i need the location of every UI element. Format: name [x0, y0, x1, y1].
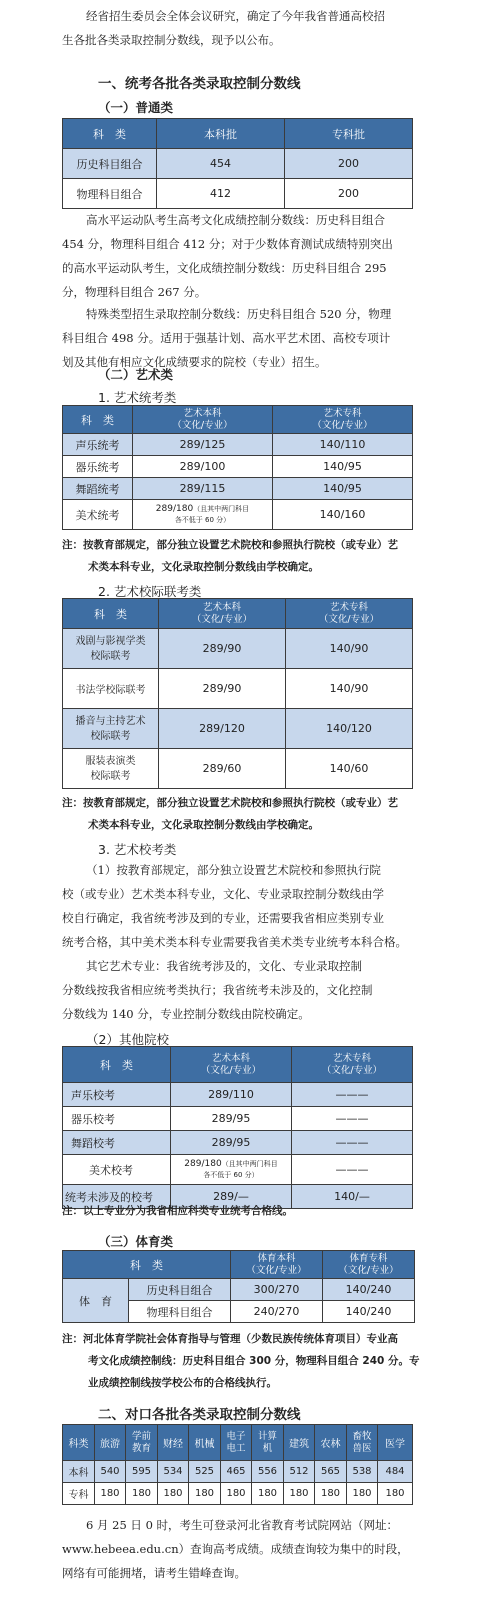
art-joint-title: 2. 艺术校际联考类 [98, 584, 202, 599]
table-cell: 140/120 [286, 709, 413, 749]
art-unified-note: 注：按教育部规定，部分独立设置艺术院校和参照执行院校（或专业）艺 术类本科专业，文化录取控制分数线由学校确定。 [62, 539, 398, 573]
athlete-paragraph [62, 208, 422, 304]
table-header-row [63, 1047, 413, 1083]
header-cell: 科类 [63, 1425, 95, 1461]
general-score-table [62, 118, 413, 209]
other-schools-table [62, 1046, 413, 1209]
table-cell: 书法学校际联考 [63, 669, 159, 709]
art-unified-table [62, 405, 413, 530]
header-cell: 艺术本科 （文化/专业） [133, 406, 273, 434]
para-line: 网络有可能拥堵，请考生错峰查询。 [62, 1566, 246, 1580]
table-cell: 戏剧与影视学类 校际联考 [63, 629, 159, 669]
table-cell: 器乐统考 [63, 456, 133, 478]
table-cell: 412 [157, 179, 285, 209]
table-cell: 289/95 [171, 1107, 292, 1131]
header-cell: 艺术本科 （文化/专业） [159, 599, 286, 629]
table-cell: 556 [252, 1461, 284, 1483]
para-line: www.hebeea.edu.cn）查询高考成绩。成绩查询较为集中的时段， [62, 1542, 409, 1556]
header-cell: 电子 电工 [221, 1425, 252, 1461]
table-cell: 140/240 [323, 1279, 415, 1301]
table-row [63, 629, 413, 669]
table-row [63, 709, 413, 749]
para-line: （1）按教育部规定，部分独立设置艺术院校和参照执行院 [86, 863, 381, 877]
header-cell: 艺术专科 （文化/专业） [292, 1047, 413, 1083]
table-cell: 140/90 [286, 629, 413, 669]
header-cell: 艺术本科 （文化/专业） [171, 1047, 292, 1083]
table-row [63, 669, 413, 709]
header-cell: 科 类 [63, 1251, 231, 1279]
table-header-row [63, 599, 413, 629]
table-cell: 200 [285, 149, 413, 179]
table-cell: 289/180（且其中两门科目 各不低于 60 分） [171, 1155, 292, 1185]
intro-line: 经省招生委员会全体会议研究，确定了今年我省普通高校招 [86, 9, 385, 23]
table-cell: 484 [378, 1461, 413, 1483]
para-line: 454 分，物理科目组合 412 分；对于少数体育测试成绩特别突出 [62, 237, 393, 251]
table-row [63, 179, 413, 209]
header-cell: 科 类 [63, 406, 133, 434]
table-cell: 140/95 [273, 456, 413, 478]
header-cell: 艺术专科 （文化/专业） [273, 406, 413, 434]
header-cell: 财经 [158, 1425, 189, 1461]
table-cell: 289/60 [159, 749, 286, 789]
table-row [63, 1279, 415, 1301]
table-cell: 289/95 [171, 1131, 292, 1155]
table-cell: 180 [252, 1483, 284, 1505]
table-row [63, 1483, 413, 1505]
table-cell: 服装表演类 校际联考 [63, 749, 159, 789]
table-row [63, 1131, 413, 1155]
table-cell: 180 [378, 1483, 413, 1505]
table-cell: 525 [189, 1461, 221, 1483]
table-header-row [63, 406, 413, 434]
table-header-row [63, 1251, 415, 1279]
header-cell: 艺术专科 （文化/专业） [286, 599, 413, 629]
header-cell: 计算 机 [252, 1425, 284, 1461]
sports-note: 注：河北体育学院社会体育指导与管理（少数民族传统体育项目）专业高 考文化成绩控制线：历史科目组合 300 分，物理科目组合 240 分。专 业成绩控制线按学校公布的合格线执行。 [62, 1333, 420, 1389]
table-row [63, 749, 413, 789]
footer-paragraph [62, 1513, 422, 1585]
table-cell: 历史科目组合 [129, 1279, 231, 1301]
para-line: 高水平运动队考生高考文化成绩控制分数线：历史科目组合 [86, 213, 385, 227]
table-cell: 统考未涉及的校考 [63, 1185, 171, 1209]
table-cell: 140/160 [273, 500, 413, 530]
art-unified-title: 1. 艺术统考类 [98, 390, 177, 405]
table-row [63, 1083, 413, 1107]
table-cell: 180 [221, 1483, 252, 1505]
table-cell: 舞蹈校考 [63, 1131, 171, 1155]
table-cell: 289/120 [159, 709, 286, 749]
art-joint-note: 注：按教育部规定，部分独立设置艺术院校和参照执行院校（或专业）艺 术类本科专业，文化录取控制分数线由学校确定。 [62, 797, 398, 831]
table-row [63, 1155, 413, 1185]
header-cell: 机械 [189, 1425, 221, 1461]
special-type-paragraph [62, 302, 422, 374]
header-cell: 畜牧 兽医 [347, 1425, 378, 1461]
table-cell: 289/90 [159, 669, 286, 709]
header-cell: 体育专科 （文化/专业） [323, 1251, 415, 1279]
table-header-row [63, 119, 413, 149]
table-cell: ——— [292, 1107, 413, 1131]
table-cell: 534 [158, 1461, 189, 1483]
header-cell: 体育本科 （文化/专业） [231, 1251, 323, 1279]
section1-title: 一、统考各批各类录取控制分数线 [98, 76, 301, 92]
para-line: 分数线按我省相应统考类执行；我省统考未涉及的，文化控制 [62, 983, 373, 997]
table-cell: 289/100 [133, 456, 273, 478]
table-cell: 美术统考 [63, 500, 133, 530]
table-cell: 140/240 [323, 1301, 415, 1323]
table-cell: 播音与主持艺术 校际联考 [63, 709, 159, 749]
table-cell: 物理科目组合 [63, 179, 157, 209]
para-line: 其它艺术专业：我省统考涉及的，文化、专业录取控制 [86, 959, 362, 973]
header-cell: 专科批 [285, 119, 413, 149]
table-cell: 454 [157, 149, 285, 179]
table-cell: 声乐校考 [63, 1083, 171, 1107]
table-cell: 180 [126, 1483, 158, 1505]
table-cell: 180 [158, 1483, 189, 1505]
table-cell: 565 [315, 1461, 347, 1483]
header-cell: 农林 [315, 1425, 347, 1461]
header-cell: 旅游 [95, 1425, 126, 1461]
vocational-table [62, 1424, 413, 1505]
general-category-title: （一）普通类 [98, 100, 174, 115]
art-school-exam-title: 3. 艺术校考类 [98, 842, 177, 857]
table-cell: 舞蹈统考 [63, 478, 133, 500]
para-line: 6 月 25 日 0 时，考生可登录河北省教育考试院网站（网址： [86, 1518, 399, 1532]
table-cell: 538 [347, 1461, 378, 1483]
table-cell: 289/180（且其中两门科目 各不低于 60 分） [133, 500, 273, 530]
para-line: 划及其他有相应文化成绩要求的院校（专业）招生。 [62, 355, 327, 369]
table-row [63, 149, 413, 179]
table-cell: 专科 [63, 1483, 95, 1505]
header-cell: 科 类 [63, 599, 159, 629]
para-line: 统考合格，其中美术类本科专业需要我省美术类专业统考本科合格。 [62, 935, 407, 949]
table-cell: 465 [221, 1461, 252, 1483]
table-cell: ——— [292, 1131, 413, 1155]
table-cell: 595 [126, 1461, 158, 1483]
other-schools-title: （2）其他院校 [86, 1032, 169, 1047]
para-line: 的高水平运动队考生，文化成绩控制分数线：历史科目组合 295 [62, 261, 387, 275]
table-row [63, 434, 413, 456]
table-cell: 289/125 [133, 434, 273, 456]
table-cell: 240/270 [231, 1301, 323, 1323]
sports-category-title: （三）体育类 [98, 1234, 174, 1249]
table-cell: ——— [292, 1155, 413, 1185]
table-cell: 器乐校考 [63, 1107, 171, 1131]
table-row [63, 456, 413, 478]
table-cell: 美术校考 [63, 1155, 171, 1185]
table-cell: 历史科目组合 [63, 149, 157, 179]
table-cell: 140/60 [286, 749, 413, 789]
para-line: 分数线为 140 分，专业控制分数线由院校确定。 [62, 1007, 310, 1021]
table-row [63, 1461, 413, 1483]
art-joint-table [62, 598, 413, 789]
table-cell: 140/90 [286, 669, 413, 709]
table-cell: 180 [95, 1483, 126, 1505]
table-cell: 180 [189, 1483, 221, 1505]
table-cell: 180 [315, 1483, 347, 1505]
table-cell: 180 [284, 1483, 315, 1505]
table-cell: 声乐统考 [63, 434, 133, 456]
table-header-row [63, 1425, 413, 1461]
intro-paragraph [62, 4, 422, 52]
table-cell: 140/— [292, 1185, 413, 1209]
para-line: 特殊类型招生录取控制分数线：历史科目组合 520 分，物理 [86, 307, 392, 321]
table-cell: 289/115 [133, 478, 273, 500]
para-line: 校自行确定，我省统考涉及到的专业，还需要我省相应类别专业 [62, 911, 384, 925]
table-row [63, 1107, 413, 1131]
table-cell: 180 [347, 1483, 378, 1505]
header-cell: 科 类 [63, 1047, 171, 1083]
table-cell: 200 [285, 179, 413, 209]
art-school-exam-paragraph [62, 858, 422, 1026]
header-cell: 科 类 [63, 119, 157, 149]
header-cell: 医学 [378, 1425, 413, 1461]
table-cell: 289/110 [171, 1083, 292, 1107]
header-cell: 本科批 [157, 119, 285, 149]
para-line: 校（或专业）艺术类本科专业，文化、专业录取控制分数线由学 [62, 887, 384, 901]
table-cell: 300/270 [231, 1279, 323, 1301]
header-cell: 学前 教育 [126, 1425, 158, 1461]
table-cell: ——— [292, 1083, 413, 1107]
table-cell: 512 [284, 1461, 315, 1483]
table-cell: 本科 [63, 1461, 95, 1483]
table-cell: 289/— [171, 1185, 292, 1209]
table-cell: 体 育 [63, 1279, 129, 1323]
section2-title: 二、对口各批各类录取控制分数线 [98, 1407, 301, 1423]
para-line: 分，物理科目组合 267 分。 [62, 285, 207, 299]
sports-table [62, 1250, 415, 1323]
other-schools-note: 注：以上专业分为我省相应科类专业统考合格线。 [62, 1205, 293, 1217]
table-row [63, 500, 413, 530]
table-cell: 物理科目组合 [129, 1301, 231, 1323]
para-line: 科目组合 498 分。适用于强基计划、高水平艺术团、高校专项计 [62, 331, 391, 345]
art-category-title: （二）艺术类 [98, 367, 174, 382]
table-cell: 289/90 [159, 629, 286, 669]
table-cell: 540 [95, 1461, 126, 1483]
table-cell: 140/110 [273, 434, 413, 456]
intro-line: 生各批各类录取控制分数线，现予以公布。 [62, 33, 281, 47]
table-cell: 140/95 [273, 478, 413, 500]
table-row [63, 478, 413, 500]
header-cell: 建筑 [284, 1425, 315, 1461]
